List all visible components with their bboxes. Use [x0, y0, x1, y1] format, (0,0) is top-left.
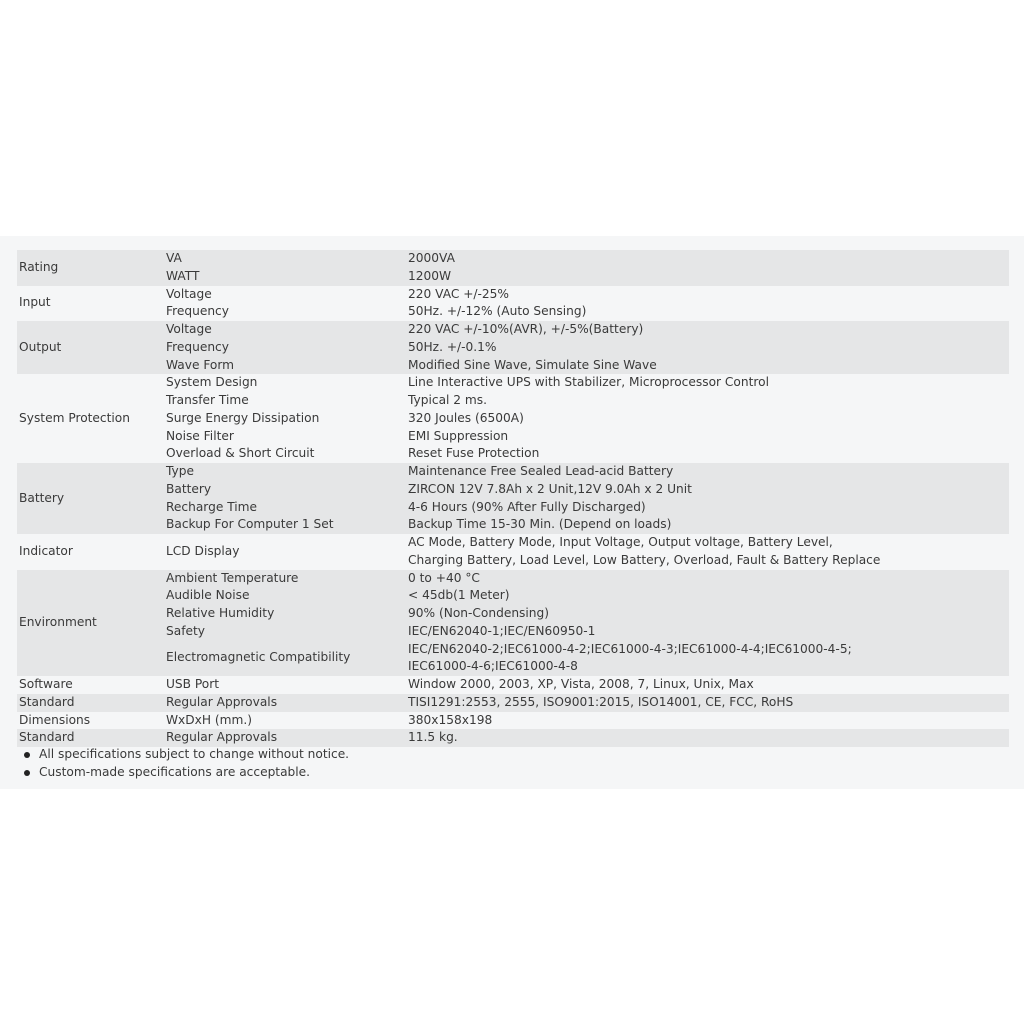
spec-item-label: Voltage	[164, 321, 406, 339]
spec-item-value: 90% (Non-Condensing)	[406, 605, 1009, 623]
spec-item-label: USB Port	[166, 677, 220, 691]
spec-item-value: 4-6 Hours (90% After Fully Discharged)	[406, 499, 1009, 517]
spec-item-value: 220 VAC +/-25%	[408, 286, 510, 301]
note-item	[19, 746, 349, 764]
spec-category: Input	[19, 295, 51, 310]
spec-item-value: 50Hz. +/-12% (Auto Sensing)	[408, 304, 587, 319]
note-text: Custom-made specifications are acceptable.	[39, 764, 311, 779]
spec-category: Rating	[17, 250, 164, 286]
spec-item-value: Maintenance Free Sealed Lead-acid Battery	[406, 463, 1009, 481]
spec-item-value: 320 Joules (6500A)	[408, 410, 524, 425]
spec-item-label: Audible Noise	[164, 587, 406, 605]
table-row	[17, 641, 1009, 677]
spec-category: Dimensions	[19, 712, 91, 727]
spec-section	[17, 534, 1009, 570]
spec-item-label: Surge Energy Dissipation	[166, 410, 320, 425]
spec-item-label: System Design	[166, 375, 258, 390]
spec-item-value: TISI1291:2553, 2555, ISO9001:2015, ISO14001, CE, FCC, RoHS	[406, 694, 1009, 712]
spec-section	[17, 729, 1009, 747]
spec-item-label: Transfer Time	[166, 393, 249, 407]
table-row	[17, 357, 1009, 375]
spec-section	[17, 321, 1009, 374]
spec-item-label: Type	[164, 463, 406, 481]
spec-item-value: IEC/EN62040-1;IEC/EN60950-1	[406, 623, 1009, 641]
spec-category: System Protection	[19, 410, 130, 425]
table-row	[17, 570, 1009, 588]
spec-section	[17, 286, 1009, 322]
spec-item-value: Backup Time 15-30 Min. (Depend on loads)	[406, 516, 1009, 534]
spec-item-label: Wave Form	[164, 357, 406, 375]
note-text: All specifications subject to change without notice.	[39, 747, 350, 761]
table-row	[17, 303, 1009, 321]
table-row	[17, 587, 1009, 605]
spec-section	[17, 463, 1009, 534]
bullet-icon	[24, 770, 30, 776]
table-row	[17, 605, 1009, 623]
spec-item-label: Voltage	[166, 286, 212, 301]
spec-item-value: Reset Fuse Protection	[408, 446, 540, 461]
spec-category: Standard	[17, 729, 164, 747]
table-row	[17, 392, 1009, 410]
spec-item-value: 220 VAC +/-10%(AVR), +/-5%(Battery)	[406, 321, 1009, 339]
table-row	[17, 374, 1009, 392]
table-row	[17, 516, 1009, 534]
table-row	[17, 729, 1009, 747]
spec-item-label: Overload & Short Circuit	[166, 446, 315, 461]
table-row	[17, 339, 1009, 357]
spec-item-value: 11.5 kg.	[406, 729, 1009, 747]
spec-item-value	[406, 534, 1009, 570]
table-row	[17, 428, 1009, 446]
spec-item-label: Regular Approvals	[164, 694, 406, 712]
spec-section	[17, 570, 1009, 677]
spec-value-line: AC Mode, Battery Mode, Input Voltage, Output voltage, Battery Level,	[408, 535, 833, 549]
spec-item-value: 2000VA	[406, 250, 1009, 268]
spec-item-value: 1200W	[406, 268, 1009, 286]
spec-item-value: < 45db(1 Meter)	[406, 587, 1009, 605]
spec-item-value: 380x158x198	[408, 712, 493, 727]
spec-category: Indicator	[19, 543, 73, 558]
spec-item-label: Frequency	[164, 339, 406, 357]
spec-item-label: Electromagnetic Compatibility	[164, 641, 406, 677]
table-row	[17, 268, 1009, 286]
spec-item-value	[406, 641, 1009, 677]
spec-section	[17, 712, 1009, 730]
spec-value-line: IEC61000-4-6;IEC61000-4-8	[408, 659, 578, 674]
spec-item-value: Modified Sine Wave, Simulate Sine Wave	[406, 357, 1009, 375]
spec-section	[17, 374, 1009, 463]
spec-item-label: Relative Humidity	[164, 605, 406, 623]
table-row	[17, 445, 1009, 463]
table-row	[17, 250, 1009, 268]
spec-item-label: Noise Filter	[166, 428, 234, 443]
spec-item-label: Battery	[164, 481, 406, 499]
spec-category: Software	[19, 677, 73, 691]
spec-section	[17, 676, 1009, 694]
spec-section	[17, 694, 1009, 712]
spec-item-value: 0 to +40 °C	[406, 570, 1009, 588]
spec-category: Environment	[17, 570, 164, 677]
table-row	[17, 499, 1009, 517]
table-row	[17, 481, 1009, 499]
table-row	[17, 694, 1009, 712]
bullet-icon	[24, 752, 30, 758]
spec-item-label: WxDxH (mm.)	[166, 712, 253, 727]
spec-value-line: IEC/EN62040-2;IEC61000-4-2;IEC61000-4-3;IEC61000-4-4;IEC61000-4-5;	[408, 641, 852, 656]
spec-item-value: Typical 2 ms.	[408, 393, 488, 407]
table-row	[17, 410, 1009, 428]
spec-item-value: 50Hz. +/-0.1%	[406, 339, 1009, 357]
table-row	[17, 676, 1009, 694]
spec-item-label: Ambient Temperature	[164, 570, 406, 588]
note-item	[19, 764, 349, 782]
spec-item-value: Line Interactive UPS with Stabilizer, Microprocessor Control	[408, 375, 769, 390]
spec-value-line: Charging Battery, Load Level, Low Battery, Overload, Fault & Battery Replace	[408, 552, 881, 567]
spec-category: Standard	[17, 694, 164, 712]
table-row	[17, 463, 1009, 481]
spec-item-label: WATT	[164, 268, 406, 286]
spec-category: Output	[17, 321, 164, 374]
spec-item-label: Frequency	[166, 304, 229, 319]
table-row	[17, 623, 1009, 641]
table-row	[17, 321, 1009, 339]
spec-category: Battery	[17, 463, 164, 534]
spec-item-label: Recharge Time	[164, 499, 406, 517]
spec-item-label: Safety	[164, 623, 406, 641]
spec-item-value: ZIRCON 12V 7.8Ah x 2 Unit,12V 9.0Ah x 2 Unit	[406, 481, 1009, 499]
table-row	[17, 286, 1009, 304]
spec-table	[17, 250, 1009, 747]
spec-item-label: VA	[164, 250, 406, 268]
spec-item-value: EMI Suppression	[408, 428, 509, 443]
spec-item-label: Backup For Computer 1 Set	[164, 516, 406, 534]
spec-section	[17, 250, 1009, 286]
table-row	[17, 534, 1009, 570]
table-row	[17, 712, 1009, 730]
spec-item-label: LCD Display	[166, 543, 240, 558]
spec-item-label: Regular Approvals	[164, 729, 406, 747]
spec-item-value: Window 2000, 2003, XP, Vista, 2008, 7, Linux, Unix, Max	[408, 677, 754, 691]
spec-notes	[19, 746, 349, 782]
